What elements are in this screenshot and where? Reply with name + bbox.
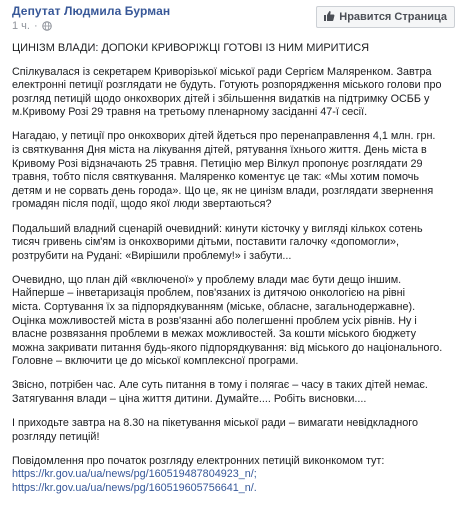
thumbs-up-icon (323, 10, 335, 25)
post-title: ЦИНІЗМ ВЛАДИ: ДОПОКИ КРИВОРІЖЦІ ГОТОВІ ІЗ НИМ МИРИТИСЯ (12, 42, 370, 54)
post-paragraph-1: Спілкувалася із секретарем Криворізької міської ради Сергієм Маляренком. Завтра електронні петиції розглядати не будуть. Готують розпорядження міського голови про розгляд петицій щодо онкохворих дітей і збільшення видатків на підтримку ОСББ у м.Кривому Розі 29 травня на третьому пленарному засіданні 47-ї сесії. (12, 65, 442, 119)
like-page-button[interactable] (316, 6, 455, 28)
post-paragraph-6: І приходьте завтра на 8.30 на пікетування міської ради – вимагати невідкладного розгляду петицій! (12, 417, 418, 443)
news-link-2[interactable]: https://kr.gov.ua/ua/news/pg/160519605756641_n/. (12, 482, 257, 495)
post-paragraph-3: Подальший владний сценарій очевидний: кинути кісточку у вигляді кількох сотень тисяч гривень сім'ям із онкохворими дітьми, поставити галочку «допомогли», розтрубити на Рудані: «Вирішили проблему!» і забути... (12, 222, 423, 262)
post-header (6, 0, 461, 40)
post-body (12, 42, 456, 506)
page-name-link[interactable]: Депутат Людмила Бурман (12, 4, 171, 18)
post-timestamp[interactable]: 1 ч. (12, 20, 30, 32)
news-link-1[interactable]: https://kr.gov.ua/ua/news/pg/160519487804923_n/; (12, 468, 257, 481)
post-paragraph-7: Повідомлення про початок розгляду електронних петицій виконкомом тут: https://kr.gov.ua/ua/news/pg/160519487804923_n/; https://kr.gov.ua/ua/news/pg/160519605756641_n/. (12, 455, 456, 496)
post-paragraph-2: Нагадаю, у петиції про онкохворих дітей йдеться про перенаправлення 4,1 млн. грн. із святкування Дня міста на лікування дітей, рятування їхнього життя. День міста в Кривому Розі відзначають 25 травня. Петицію мер Вілкул пропонує розглядати 29 травня, тобто після святкування. Маляренко коментує це так: «Мы хотим помочь детям и не сорвать день города». Що це, як не цинізм влади, розглядати звернення громадян після події, щодо якої люди звертаються? (12, 130, 436, 211)
like-page-label: Нравится Страница (339, 11, 447, 23)
post-meta (12, 20, 52, 32)
globe-icon (42, 21, 52, 31)
meta-separator: · (33, 20, 38, 32)
post-paragraph-4: Очевидно, що план дій «включеної» у проблему влади має бути дещо іншим. Найперше – інветаризація проблем, пов'язаних із дитячою онкологією на рівні міста. Сортування їх за підпорядкуванням (міське, обласне, загальнодержавне). Оцінка можливостей міста в розв'язанні або полегшенні проблем усіх рівнів. Ну і власне розвязання проблеми в межах можливостей. За кошти міського бюджету можна закривати питання будь-якого підпорядкування: від міського до національного. Головне – включити це до міської комплексної програми. (12, 273, 443, 368)
post-paragraph-5: Звісно, потрібен час. Але суть питання в тому і полягає – часу в таких дітей немає. Затягування влади – ціна життя дитини. Думайте.... Робіть висновки.... (12, 379, 428, 406)
